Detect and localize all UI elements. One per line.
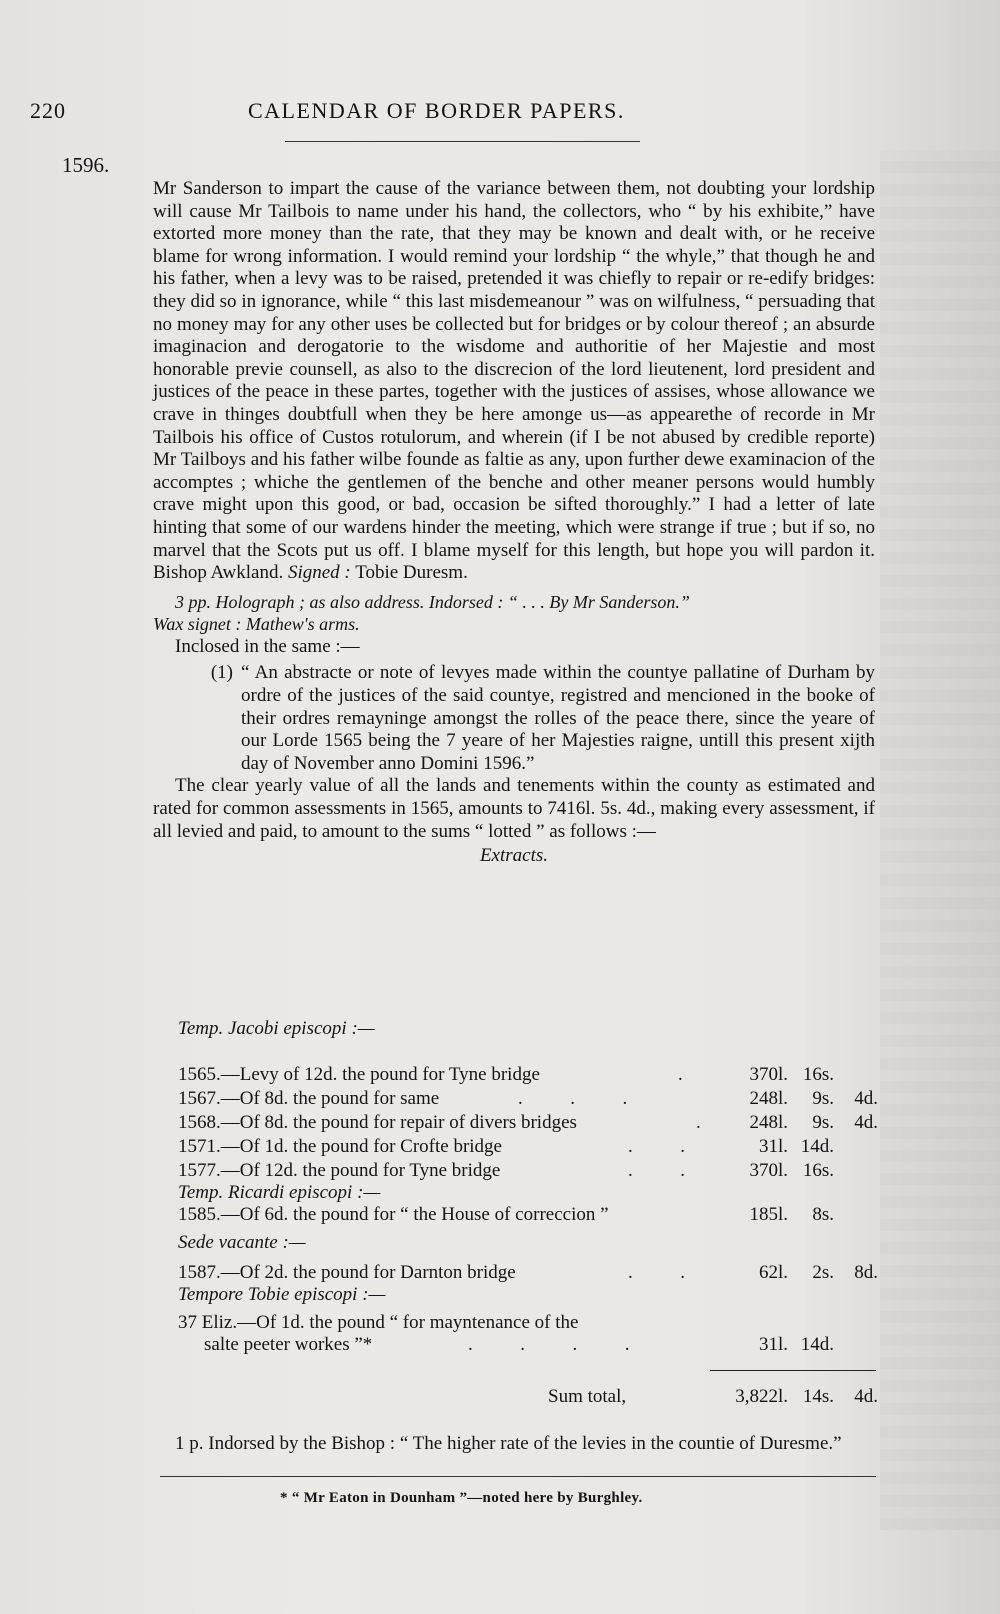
row-pounds: 62l. [758,1262,788,1283]
heading-sede-vacante: Sede vacante :— [178,1232,306,1253]
enclosure-text: “ An abstracte or note of levyes made within the countye pallatine of Durham by ordre of the justices of the said countye, registred and mencioned in the booke of their ordres remayninge amongst the rolles of the peace there, since the yeare of our Lorde 1565 being the 7 yeare of her Majesties raigne, untill this present xijth day of November anno Domini 1596.” [241,662,875,774]
sum-pence: 4d. [854,1386,878,1407]
row-desc: salte peeter workes ”* [204,1334,373,1355]
row-desc: 37 Eliz.—Of 1d. the pound “ for mayntenance of the [178,1312,579,1333]
row-desc: 1568.—Of 8d. the pound for repair of divers bridges [178,1112,577,1133]
row-dots: . . [628,1160,685,1181]
heading-jacobi: Temp. Jacobi episcopi :— [178,1018,375,1039]
row-desc: 1577.—Of 12d. the pound for Tyne bridge [178,1160,501,1181]
row-pounds: 185l. [749,1204,788,1225]
ledger-row [178,1204,878,1228]
sum-rule [710,1370,876,1371]
ledger-row [178,1064,878,1088]
signed-label: Signed : [287,562,351,584]
row-desc: 1585.—Of 6d. the pound for “ the House of correccion ” [178,1204,609,1225]
sum-shillings: 14s. [802,1386,834,1407]
row-pounds: 31l. [758,1334,788,1355]
ledger-row [178,1136,878,1160]
main-paragraph [153,178,875,585]
header-rule [285,141,640,142]
letter-body [153,178,875,868]
indorsed-note [153,1433,875,1456]
row-desc: 1565.—Levy of 12d. the pound for Tyne bridge [178,1064,540,1085]
row-shillings: 9s. [812,1088,834,1109]
holograph-note [153,591,875,614]
clear-value-paragraph: The clear yearly value of all the lands and tenements within the county as estimated and rated for common assessments in 1565, amounts to 7416l. 5s. 4d., making every assessment, if all levied and paid, to amount to the sums “ lotted ” as follows :— [153,775,875,842]
row-dots: . [678,1064,683,1085]
page-number: 220 [30,98,66,123]
extracts-text: Extracts. [479,845,549,867]
heading-tobie: Tempore Tobie episcopi :— [178,1284,386,1305]
row-shillings: 2s. [812,1262,834,1283]
row-desc: 1571.—Of 1d. the pound for Crofte bridge [178,1136,502,1157]
sum-total-row [178,1386,878,1410]
row-pounds: 248l. [749,1112,788,1133]
ledger-row [178,1112,878,1136]
holograph-text: 3 pp. Holograph ; as also address. Indorsed : “ . . . By Mr Sanderson.” [175,591,690,612]
ledger-row [178,1088,878,1112]
row-dots: . . . . [468,1334,630,1355]
footnote-rule [160,1476,876,1477]
row-shillings: 14d. [800,1136,834,1157]
row-dots: . . [628,1262,685,1283]
ledger-heading [178,1182,878,1206]
sum-pounds: 3,822l. [735,1386,788,1407]
row-shillings: 14d. [800,1334,834,1355]
ledger-row [178,1334,878,1358]
page-title: CALENDAR OF BORDER PAPERS. [248,98,625,123]
ledger-heading [178,1232,878,1256]
row-desc: 1567.—Of 8d. the pound for same [178,1088,440,1109]
ledger-heading [178,1284,878,1308]
ledger-row [178,1262,878,1286]
enclosure-item [153,662,875,775]
sum-label: Sum total, [548,1386,627,1407]
row-pence: 8d. [854,1262,878,1283]
row-pence: 4d. [854,1088,878,1109]
row-desc: 1587.—Of 2d. the pound for Darnton bridge [178,1262,516,1283]
heading-ricardi: Temp. Ricardi episcopi :— [178,1182,381,1203]
enclosure-number: (1) [210,662,233,684]
wax-signet-note [153,613,875,636]
indorsed-text: 1 p. Indorsed by the Bishop : “ The higher rate of the levies in the countie of Duresme.” [175,1433,842,1454]
extracts-heading [153,845,875,868]
row-pounds: 370l. [749,1160,788,1181]
signed-name: Tobie Duresm. [355,562,468,584]
row-pounds: 370l. [749,1064,788,1085]
row-dots: . [696,1112,701,1133]
row-pounds: 31l. [758,1136,788,1157]
row-shillings: 16s. [802,1160,834,1181]
main-text: Mr Sanderson to impart the cause of the variance between them, not doubting your lordship will cause Mr Tailbois to name under his hand, the collectors, who “ by his exhibite,” have extorted more money than the rate, that they may be known and dealt with, or he receive blame for wrong information. I would remind your lordship “ the whyle,” that though he and his father, when a levy was to be raised, pretended it was chiefly to repair or re-edify bridges: they did so in ignorance, while “ this last misdemeanour ” was on wilfulness, “ persuading that no money may for any other uses be collected but for bridges or by colour thereof ; an absurde imaginacion and derogatorie to the wisdome and authoritie of her Majestie and most honorable previe counsell, as also to the discrecion of the lord lieutenent, lord president and justices of the peace in these partes, together with the justices of assises, whose allowance we crave in thinges doubtfull when they be here amonge us—as appearethe of recorde in Mr Tailbois his office of Custos rotulorum, and wherein (if I be not abused by credible reporte) Mr Tailboys and his father wilbe founde as faltie as any, upon further dewe examinacion of the accomptes ; whiche the gentlemen of the benche and other meaner persons would humbly crave might upon this good, or bad, occasion be sifted thoroughly.” I had a letter of late hinting that some of our wardens hinder the meeting, which were strange if true ; but if so, no marvel that the Scots put us off. I blame myself for this length, but hope you will pardon it. Bishop Awkland. [153,178,875,584]
row-shillings: 8s. [812,1204,834,1225]
ledger-heading [178,1018,878,1042]
year-marker: 1596. [62,153,110,177]
row-pence: 4d. [854,1112,878,1133]
wax-signet-text: Wax signet : Mathew's arms. [153,614,360,635]
bleed-through-shadow [880,150,1000,1530]
row-dots: . . . [518,1088,628,1109]
row-dots: . . [628,1136,685,1157]
ledger-row [178,1312,878,1336]
row-shillings: 9s. [812,1112,834,1133]
row-pounds: 248l. [749,1088,788,1109]
inclosed-note: Inclosed in the same :— [175,635,360,657]
row-shillings: 16s. [802,1064,834,1085]
footnote: * “ Mr Eaton in Dounham ”—noted here by Burghley. [280,1490,643,1506]
ledger-row [178,1160,878,1184]
